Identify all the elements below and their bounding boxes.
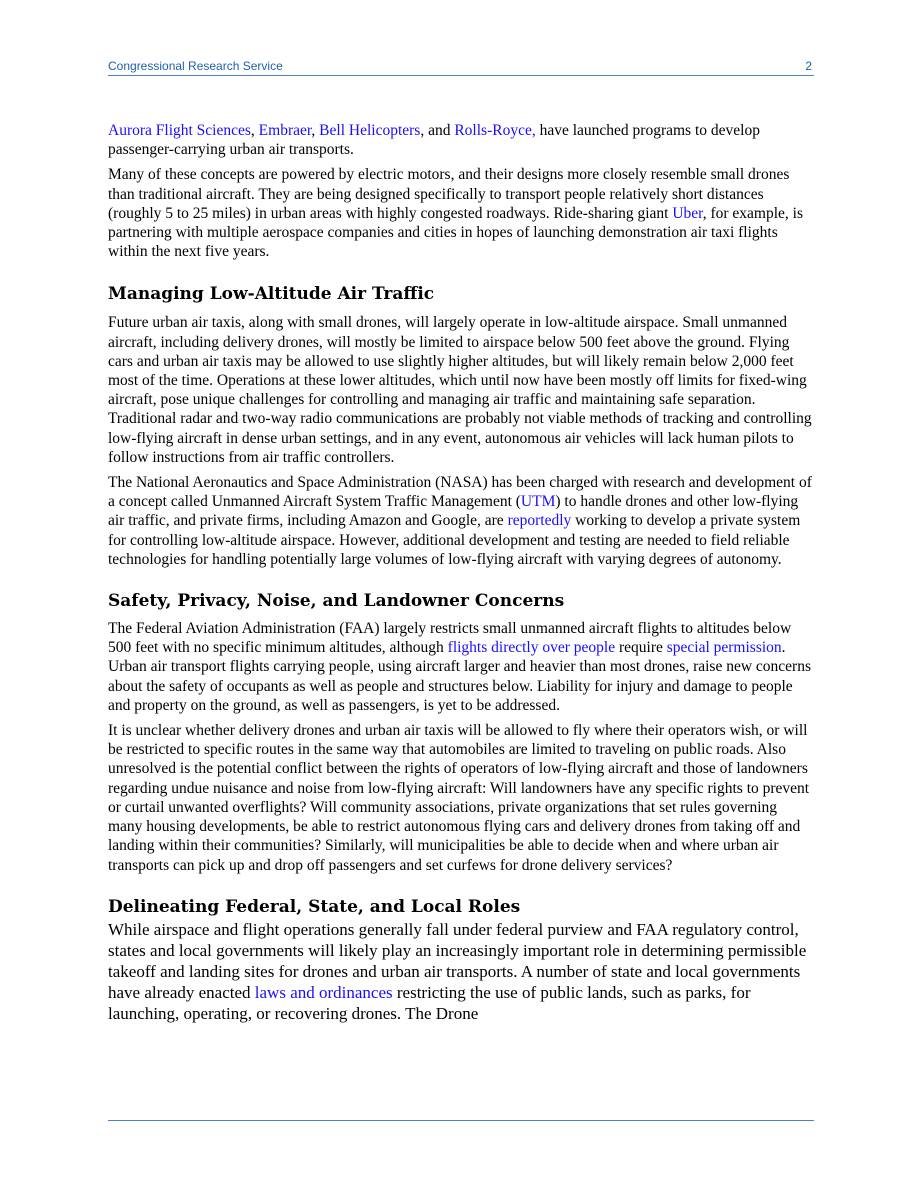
paragraph: The National Aeronautics and Space Administration (NASA) has been charged with research and development of a concept called Unmanned Aircraft System Traffic Management (UTM) to handle drones and other low-flying air traffic, and private firms, including Amazon and Google, are reportedly working to develop a private system for controlling low-altitude airspace. However, additional development and testing are needed to field reliable technologies for handling potentially large volumes of low-flying aircraft with varying degrees of autonomy. [108, 474, 812, 568]
paragraph: It is unclear whether delivery drones and urban air taxis will be allowed to fly where their operators wish, or will be restricted to specific routes in the same way that automobiles are limited to traveling on public roads. Also unresolved is the potential conflict between the rights of operators of low-flying aircraft and those of landowners regarding undue nuisance and noise from low-flying aircraft: Will landowners have any specific rights to prevent or curtail unwanted overflights? Will community associations, private organizations that set rules governing many housing developments, be able to restrict autonomous flying cars and delivery drones from taking off and landing within their communities? Similarly, will municipalities be able to decide when and where urban air transports can pick up and drop off passengers and set curfews for drone delivery services? [108, 722, 810, 874]
link-flights-over-people[interactable]: flights directly over people [447, 639, 616, 657]
link-uber[interactable]: Uber [672, 204, 703, 222]
page-header [108, 57, 814, 76]
paragraph: The Federal Aviation Administration (FAA) largely restricts small unmanned aircraft flights to altitudes below 500 feet with no specific minimum altitudes, although flights directly over people require special permission. Urban air transport flights carrying people, using aircraft larger and heavier than most drones, raise new concerns about the safety of occupants as well as people and structures below. Liability for injury and damage to people and property on the ground, as well as passengers, is yet to be addressed. [108, 620, 811, 714]
section-heading-delineating: Delineating Federal, State, and Local Roles [108, 896, 521, 917]
link-reportedly[interactable]: reportedly [507, 512, 572, 530]
footer-rule [108, 1120, 814, 1121]
link-bell[interactable]: Bell Helicopters [319, 122, 421, 139]
section-heading-safety: Safety, Privacy, Noise, and Landowner Concerns [108, 591, 565, 612]
link-special-permission[interactable]: special permission [666, 639, 782, 657]
link-laws-ordinances[interactable]: laws and ordinances [254, 982, 393, 1002]
link-embraer[interactable]: Embraer [258, 122, 312, 139]
paragraph: Aurora Flight Sciences, Embraer, Bell Helicopters, and Rolls-Royce, have launched programs to develop passenger-carrying urban air transports. [108, 122, 760, 159]
link-aurora[interactable]: Aurora Flight Sciences [108, 122, 251, 139]
link-utm[interactable]: UTM [520, 493, 556, 511]
section-heading-managing: Managing Low-Altitude Air Traffic [108, 284, 435, 305]
paragraph: Future urban air taxis, along with small drones, will largely operate in low-altitude airspace. Small unmanned aircraft, including delivery drones, will mostly be limited to airspace below 500 feet above the ground. Flying cars and urban air taxis may be allowed to use slightly higher altitudes, but will likely remain below 2,000 feet most of the time. Operations at these lower altitudes, which until now have been mostly off limits for fixed-wing aircraft, pose unique challenges for controlling and managing air traffic and maintaining safe separation. Traditional radar and two-way radio communications are probably not viable methods of tracking and controlling low-flying aircraft in dense urban settings, and in any event, autonomous air vehicles will lack human pilots to follow instructions from air traffic controllers. [108, 314, 812, 466]
header-org: Congressional Research Service [108, 59, 283, 73]
page-number: 2 [805, 59, 812, 73]
paragraph: While airspace and flight operations generally fall under federal purview and FAA regulatory control, states and local governments will likely play an increasingly important role in determining permissible takeoff and landing sites for drones and urban air transports. A number of state and local governments have already enacted laws and ordinances restricting the use of public lands, such as parks, for launching, operating, or recovering drones. The Drone [108, 919, 807, 1023]
document-body [108, 121, 814, 1030]
paragraph: Many of these concepts are powered by electric motors, and their designs more closely resemble small drones than traditional aircraft. They are being designed specifically to transport people relatively short distances (roughly 5 to 25 miles) in urban areas with highly congested roadways. Ride-sharing giant Uber, for example, is partnering with multiple aerospace companies and cities in hopes of launching demonstration air taxi flights within the next five years. [108, 166, 804, 261]
link-rolls-royce[interactable]: Rolls-Royce, [454, 122, 536, 139]
